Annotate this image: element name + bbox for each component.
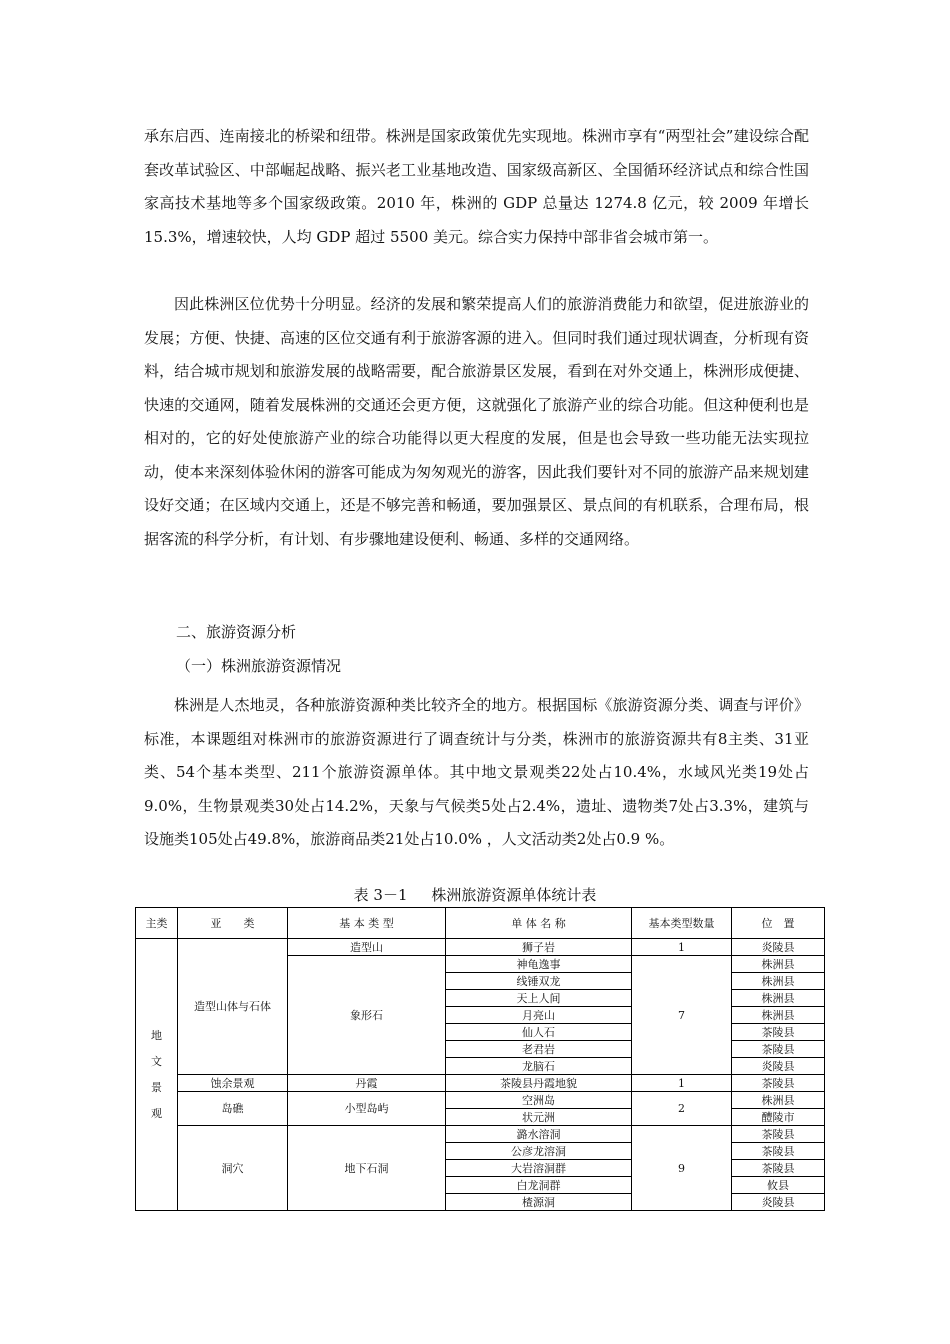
- basic-type-cell: 象形石: [288, 956, 446, 1075]
- unit-name-cell: 楂源洞: [446, 1194, 632, 1211]
- unit-name-cell: 大岩溶洞群: [446, 1160, 632, 1177]
- unit-name-cell: 狮子岩: [446, 939, 632, 956]
- location-cell: 株洲县: [732, 990, 825, 1007]
- location-cell: 炎陵县: [732, 1058, 825, 1075]
- location-cell: 株洲县: [732, 1092, 825, 1109]
- location-cell: 茶陵县: [732, 1160, 825, 1177]
- location-cell: 醴陵市: [732, 1109, 825, 1126]
- location-cell: 茶陵县: [732, 1075, 825, 1092]
- unit-name-cell: 神龟逸事: [446, 956, 632, 973]
- paragraph-resources: 株洲是人杰地灵，各种旅游资源种类比较齐全的地方。根据国标《旅游资源分类、调查与评价》标准，本课题组对株洲市的旅游资源进行了调查统计与分类，株洲市的旅游资源共有8主类、31亚类、54个基本类型、211个旅游资源单体。其中地文景观类22处占10.4%，水域风光类19处占9.0%，生物景观类30处占14.2%，天象与气候类5处占2.4%，遗址、遗物类7处占3.3%，建筑与设施类105处占49.8%，旅游商品类21处占10.0% ，人文活动类2处占0.9 %。: [144, 696, 809, 848]
- location-cell: 攸县: [732, 1177, 825, 1194]
- unit-name-cell: 空洲岛: [446, 1092, 632, 1109]
- type-count-cell: 1: [632, 1075, 732, 1092]
- location-cell: 茶陵县: [732, 1126, 825, 1143]
- unit-name-cell: 线锤双龙: [446, 973, 632, 990]
- subsection-heading: （一）株洲旅游资源情况: [176, 657, 342, 675]
- header-subcategory: 亚 类: [178, 908, 288, 939]
- unit-name-cell: 天上人间: [446, 990, 632, 1007]
- type-count-cell: 2: [632, 1092, 732, 1126]
- location-cell: 茶陵县: [732, 1143, 825, 1160]
- header-unit-name: 单 体 名 称: [446, 908, 632, 939]
- table-row: [136, 1092, 825, 1109]
- table-header-row: [136, 908, 825, 939]
- unit-name-cell: 白龙洞群: [446, 1177, 632, 1194]
- table-caption: 表 3－1 株洲旅游资源单体统计表: [353, 886, 597, 904]
- location-cell: 茶陵县: [732, 1024, 825, 1041]
- unit-name-cell: 茶陵县丹霞地貌: [446, 1075, 632, 1092]
- main-category-cell: 地 文 景 观: [136, 939, 178, 1211]
- table-row: [136, 1075, 825, 1092]
- basic-type-cell: 地下石洞: [288, 1126, 446, 1211]
- location-cell: 茶陵县: [732, 1041, 825, 1058]
- header-basic-type: 基 本 类 型: [288, 908, 446, 939]
- header-main-category: 主类: [136, 908, 178, 939]
- type-count-cell: 1: [632, 939, 732, 956]
- unit-name-cell: 老君岩: [446, 1041, 632, 1058]
- section-heading: 二、旅游资源分析: [176, 623, 297, 641]
- unit-name-cell: 龙脑石: [446, 1058, 632, 1075]
- type-count-cell: 7: [632, 956, 732, 1075]
- location-cell: 株洲县: [732, 1007, 825, 1024]
- unit-name-cell: 状元洲: [446, 1109, 632, 1126]
- unit-name-cell: 月亮山: [446, 1007, 632, 1024]
- basic-type-cell: 造型山: [288, 939, 446, 956]
- subcategory-cell: 造型山体与石体: [178, 939, 288, 1075]
- subcategory-cell: 岛礁: [178, 1092, 288, 1126]
- paragraph-location: 承东启西、连南接北的桥梁和纽带。株洲是国家政策优先实现地。株洲市享有“两型社会”建设综合配套改革试验区、中部崛起战略、振兴老工业基地改造、国家级高新区、全国循环经济试点和综合性国家高技术基地等多个国家级政策。2010 年，株洲的 GDP 总量达 1274.8 亿元，较 2009 年增长 15.3%，增速较快，人均 GDP 超过 5500 美元。综合实力保持中部非省会城市第一。: [144, 127, 809, 246]
- unit-name-cell: 仙人石: [446, 1024, 632, 1041]
- location-cell: 炎陵县: [732, 939, 825, 956]
- subcategory-cell: 洞穴: [178, 1126, 288, 1211]
- table-row: [136, 939, 825, 956]
- resource-table: [135, 907, 825, 1211]
- type-count-cell: 9: [632, 1126, 732, 1211]
- header-location: 位 置: [732, 908, 825, 939]
- basic-type-cell: 丹霞: [288, 1075, 446, 1092]
- subcategory-cell: 蚀余景观: [178, 1075, 288, 1092]
- location-cell: 株洲县: [732, 956, 825, 973]
- table-row: [136, 1126, 825, 1143]
- unit-name-cell: 潞水溶洞: [446, 1126, 632, 1143]
- paragraph-advantage: 因此株洲区位优势十分明显。经济的发展和繁荣提高人们的旅游消费能力和欲望，促进旅游业的发展；方便、快捷、高速的区位交通有利于旅游客源的进入。但同时我们通过现状调查，分析现有资料，结合城市规划和旅游发展的战略需要，配合旅游景区发展，看到在对外交通上，株洲形成便捷、快速的交通网，随着发展株洲的交通还会更方便，这就强化了旅游产业的综合功能。但这种便利也是相对的，它的好处使旅游产业的综合功能得以更大程度的发展，但是也会导致一些功能无法实现拉动，使本来深刻体验休闲的游客可能成为匆匆观光的游客，因此我们要针对不同的旅游产品来规划建设好交通；在区域内交通上，还是不够完善和畅通，要加强景区、景点间的有机联系，合理布局，根据客流的科学分析，有计划、有步骤地建设便利、畅通、多样的交通网络。: [144, 295, 809, 548]
- unit-name-cell: 公彦龙溶洞: [446, 1143, 632, 1160]
- location-cell: 炎陵县: [732, 1194, 825, 1211]
- header-type-count: 基本类型数量: [632, 908, 732, 939]
- location-cell: 株洲县: [732, 973, 825, 990]
- basic-type-cell: 小型岛屿: [288, 1092, 446, 1126]
